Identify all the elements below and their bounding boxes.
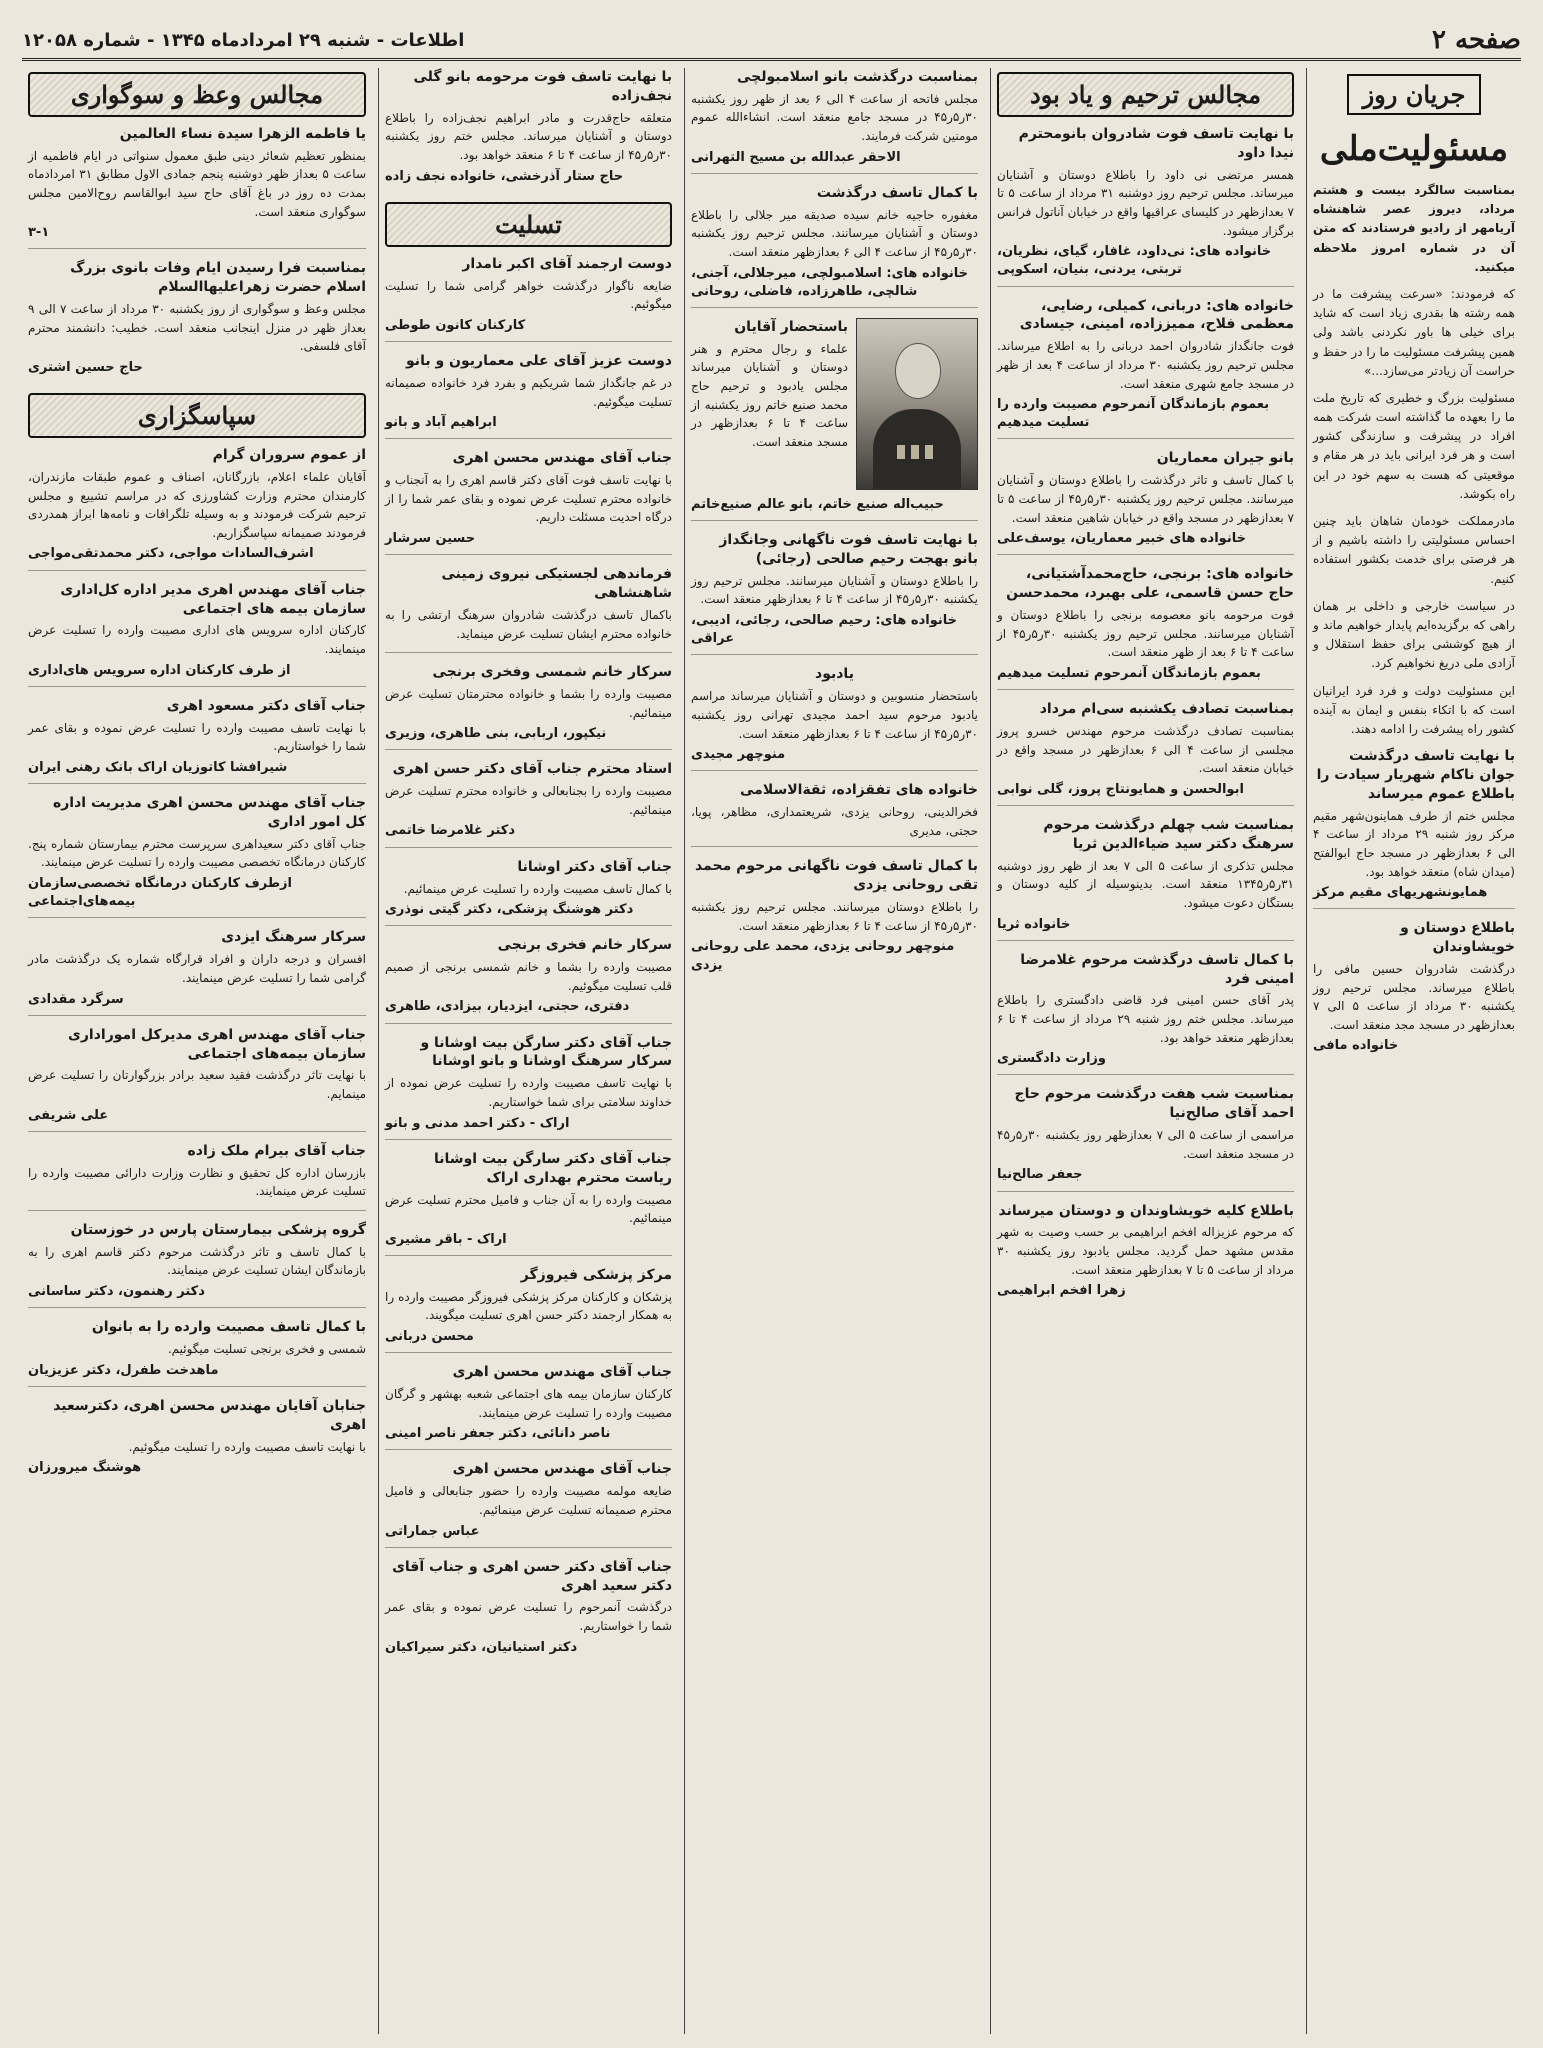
notice-item bbox=[385, 565, 672, 653]
notice-body: مصیبت وارده را بشما و خانواده محترمتان تسلیت عرض مینمائیم. bbox=[385, 687, 672, 720]
notice-body: پزشکان و کارکنان مرکز پزشکی فیروزگر مصیبت وارده را به همکار ارجمند دکتر حسن اهری تسلیت میگویند. bbox=[385, 1289, 672, 1323]
notice-heading: با نهایت تاسف فوت شادروان بانومحترم نیدا داود bbox=[1018, 126, 1294, 161]
notice-heading: جناب آقای دکتر سارگن بیت اوشانا ریاست محترم بهداری اراک bbox=[434, 1150, 672, 1186]
notice-item bbox=[691, 781, 978, 847]
notice-item bbox=[997, 449, 1294, 555]
notice-signature: سرگرد مقدادی bbox=[28, 991, 124, 1007]
notice-body: با کمال تاسف و تاثر درگذشت را باطلاع دوستان و آشنایان میرسانند. مجلس ترحیم روز یکشنبه ۳۰ر۵ر۴۵ از ساعت ۵ تا ۷ بعدازظهر در مسجد واقع در خیابان شاهین منعقد است. bbox=[997, 473, 1294, 525]
notice-signature: خانواده ثریا bbox=[997, 916, 1071, 932]
notice-list bbox=[385, 68, 672, 192]
notice-body: فوت مرحومه بانو معصومه برنجی را باطلاع دوستان و آشنایان میرسانند. مجلس ترحیم روز یکشنبه ۳۰ر۵ر۴۵ از ساعت ۴ تا ۶ بعد از ظهر منعقد است. bbox=[997, 608, 1294, 660]
notice-signature: از طرف کارکنان اداره سرویس های‌اداری bbox=[28, 662, 291, 678]
notice-heading: جناب آقای مهندس اهری مدیرکل اموراداری سازمان بیمه‌های اجتماعی bbox=[68, 1026, 366, 1062]
notice-heading: گروه پزشکی بیمارستان پارس در خوزستان bbox=[70, 1221, 366, 1238]
editorial-paragraph: در سیاست خارجی و داخلی بر همان راهی که برگزیده‌ایم پایدار خواهیم ماند و از هیچ کوششی برای حفظ استقلال و آزادی ملی دریغ نخواهیم کرد. bbox=[1313, 598, 1515, 671]
notice-heading: دوست عزیز آقای علی معماریون و بانو bbox=[406, 353, 672, 370]
notice-heading: باستحضار آقایان bbox=[734, 318, 848, 335]
notice-heading: خانواده های تفقزاده، ثقة‌الاسلامی bbox=[739, 782, 978, 799]
notice-signature: اراک - دکتر احمد مدنی و بانو bbox=[385, 1115, 570, 1131]
section-title-thanks: سپاسگزاری bbox=[28, 393, 366, 438]
medal-shape bbox=[925, 445, 933, 459]
notice-body: با نهایت تاسف مصیبت وارده را تسلیت میگوئیم. bbox=[128, 1439, 366, 1454]
notice-item bbox=[28, 446, 366, 570]
notice-body: را باطلاع دوستان و آشنایان میرسانند. مجلس ترحیم روز یکشنبه ۳۰ر۵ر۴۵ از ساعت ۴ تا ۶ بعدازظهر منعقد است. bbox=[691, 573, 978, 607]
notice-signature: همایونشهریهای مقیم مرکز bbox=[1313, 885, 1488, 901]
memorials-column bbox=[990, 68, 1300, 2034]
notice-item bbox=[997, 125, 1294, 287]
notice-heading: باطلاع کلیه خویشاوندان و دوستان میرساند bbox=[998, 1202, 1294, 1219]
notice-body: درگذشت شادروان حسین مافی را باطلاع میرساند. مجلس ترحیم روز یکشنبه ۳۰ مرداد از ساعت ۵ الی ۷ بعدازظهر در مسجد مجد منعقد است. bbox=[1313, 962, 1515, 1032]
notice-signature: محسن دربانی bbox=[385, 1328, 474, 1344]
condolence-list bbox=[385, 255, 672, 1663]
notice-body: آقایان علماء اعلام، بازرگانان، اصناف و عموم طبقات مازندران، کارمندان محترم وزارت کشاورزی که در مراسم تشییع و مجلس ترحیم شرکت فرمودند و به وسیله تلگرافات و نامه‌ها ابراز همدردی فرمودند صمیمانه سپاسگزاریم. bbox=[28, 470, 366, 540]
notice-heading: یادبود bbox=[815, 666, 854, 683]
notice-item bbox=[385, 663, 672, 750]
notice-body: مغفوره حاجیه خانم سیده صدیقه میر جلالی را باطلاع دوستان و آشنایان میرسانند. مجلس ترحیم روز یکشنبه ۳۰ر۵ر۴۵ از ساعت ۴ الی ۶ بعدازظهر منعقد است. bbox=[691, 207, 978, 259]
notice-body: جناب آقای دکتر سعیداهری سرپرست محترم بیمارستان شماره پنج. کارکنان درمانگاه تخصصی مصیبت وارده را تسلیت عرض مینمایند. bbox=[28, 836, 366, 870]
notice-item bbox=[385, 858, 672, 927]
notice-signature: دکتر هوشنگ پزشکی، دکتر گیتی نوذری bbox=[385, 902, 634, 918]
notice-signature: دکتر غلامرضا خاتمی bbox=[385, 823, 516, 839]
notice-body: با نهایت تاسف مصیبت وارده را تسلیت عرض نموده از خداوند سلامتی برای شما خواستاریم. bbox=[385, 1076, 672, 1109]
notice-signature: دکتر رهنمون، دکتر ساسانی bbox=[28, 1284, 205, 1299]
notice-item bbox=[691, 318, 978, 521]
notice-signature: بعموم بازماندگان آنمرحوم تسلیت میدهیم bbox=[997, 665, 1261, 681]
notice-item bbox=[691, 665, 978, 771]
notice-signature: منوچهر روحانی یزدی، محمد علی روحانی یزدی bbox=[691, 939, 955, 973]
notice-heading: با کمال تاسف درگذشت bbox=[816, 184, 978, 201]
notice-heading: با کمال تاسف مصیبت وارده را به بانوان bbox=[91, 1319, 366, 1336]
notice-heading: بانو جیران معماریان bbox=[1156, 450, 1294, 467]
editorial-paragraph: این مسئولیت دولت و فرد فرد ایرانیان است که با اتکاء بنفس و ایمان به آینده کشور راه پیشرفت را ادامه دهند. bbox=[1313, 683, 1515, 736]
notice-signature: هوشنگ میرورزان bbox=[28, 1460, 142, 1476]
page-number: صفحه ۲ bbox=[1432, 25, 1521, 55]
notice-body: مجلس فاتحه از ساعت ۴ الی ۶ بعد از ظهر روز یکشنبه ۳۰ر۵ر۴۵ در مسجد جامع منعقد است. انشاءالله عموم مومنین شرکت فرمایند. bbox=[691, 91, 979, 144]
notice-list bbox=[1313, 747, 1515, 1062]
notice-heading: با نهایت تاسف فوت مرحومه بانو گلی نجف‌زاده bbox=[413, 69, 672, 104]
condolences-column bbox=[378, 68, 678, 2034]
notice-heading: با نهایت تاسف درگذشت جوان ناکام شهریار سیادت را باطلاع عموم میرساند bbox=[1316, 748, 1515, 802]
editorial-paragraph: مادرمملکت خودمان شاهان باید چنین احساس مسئولیتی را داشته باشیم و از هر فرصتی برای خدمت بکشور استفاده کنیم. bbox=[1313, 514, 1515, 586]
notice-body: با نهایت تاثر درگذشت فقید سعید برادر بزرگوارتان را تسلیت عرض مینمایم. bbox=[28, 1068, 366, 1102]
notice-heading: جناب آقای مهندس محسن اهری bbox=[452, 450, 672, 467]
notice-body: علماء و رجال محترم و هنر دوستان و آشنایان میرساند مجلس یادبود و ترحیم حاج محمد صنیع خاتم روز یکشنبه از ساعت ۴ تا ۶ بعدازظهر در مسجد منعقد است. bbox=[691, 341, 848, 449]
notice-heading: جناب آقای مهندس محسن اهری bbox=[452, 1364, 672, 1381]
notice-item bbox=[997, 565, 1294, 690]
notice-heading: جناب آقای دکتر اوشانا bbox=[517, 858, 672, 875]
notice-signature: ابراهیم آباد و بانو bbox=[385, 415, 497, 431]
notice-signature: کارکنان کانون طوطی bbox=[385, 317, 526, 333]
notice-body: مصیبت وارده را به آن جناب و فامیل محترم تسلیت عرض مینمائیم. bbox=[385, 1192, 672, 1226]
medal-shape bbox=[897, 445, 905, 459]
notice-item bbox=[385, 449, 672, 555]
editorial-column bbox=[1306, 68, 1521, 2034]
notice-body: ضایعه مولمه مصیبت وارده را حضور جنابعالی و فامیل محترم صمیمانه تسلیت عرض مینمائیم. bbox=[385, 1484, 672, 1517]
notice-item bbox=[28, 259, 366, 383]
notice-signature: جعفر صالح‌نیا bbox=[997, 1167, 1083, 1183]
notice-item bbox=[28, 1318, 366, 1387]
notice-heading: با نهایت تاسف فوت ناگهانی وجانگداز بانو بهجت رحیم صالحی (رجائی) bbox=[719, 532, 978, 567]
notice-item bbox=[997, 816, 1294, 941]
notice-signature: حبیب‌اله صنیع خاتم، بانو عالم صنیع‌خاتم bbox=[691, 496, 944, 512]
notice-signature: بعموم بازماندگان آنمرحوم مصیبت وارده را تسلیت میدهیم bbox=[997, 397, 1270, 431]
notice-signature: ابوالحسن و همایونتاج پروز، گلی نوابی bbox=[997, 781, 1244, 797]
notice-body: که مرحوم عزیزاله افخم ابراهیمی بر حسب وصیت به شهر مقدس مشهد حمل گردید. مجلس یادبود روز یکشنبه ۳۰ مرداد از ساعت ۵ تا ۷ بعدازظهر منعقد است. bbox=[997, 1225, 1294, 1277]
notice-heading: باطلاع دوستان و خویشاوندان bbox=[1400, 920, 1515, 956]
notice-item bbox=[385, 1266, 672, 1353]
notice-body: پدر آقای حسن امینی فرد قاضی دادگستری را باطلاع میرساند. مجلس ختم روز شنبه ۲۹ مرداد از ساعت ۴ تا ۶ بعدازظهر منعقد خواهد بود. bbox=[997, 993, 1294, 1045]
notice-body: با کمال تاسف مصیبت وارده را تسلیت عرض مینمائیم. bbox=[403, 881, 672, 896]
notice-heading: جناب آقای دکتر مسعود اهری bbox=[166, 697, 366, 714]
notice-item bbox=[385, 1034, 672, 1140]
notice-list bbox=[691, 68, 978, 981]
notice-item bbox=[997, 297, 1294, 440]
notice-body: مراسمی از ساعت ۵ الی ۷ بعدازظهر روز یکشنبه ۳۰ر۵ر۴۵ در مسجد منعقد است. bbox=[997, 1128, 1294, 1161]
notice-heading: با کمال تاسف فوت ناگهانی مرحوم محمد تقی روحانی یزدی bbox=[695, 858, 978, 894]
notice-heading: از عموم سروران گرام bbox=[212, 447, 366, 464]
notice-body: با نهایت تاسف فوت آقای دکتر قاسم اهری را به آنجناب و خانواده محترم تسلیت عرض نموده و بقای عمر شما را از درگاه احدیت مسئلت داریم. bbox=[385, 473, 672, 525]
notice-body: باکمال تاسف درگذشت شادروان سرهنگ ارتشی را به خانواده محترم ایشان تسلیت عرض مینماید. bbox=[385, 607, 672, 641]
notice-item bbox=[691, 68, 978, 174]
notice-item bbox=[28, 1142, 366, 1211]
notice-heading: بمناسبت شب هفت درگذشت مرحوم حاج احمد آقای صالح‌نیا bbox=[1014, 1086, 1294, 1122]
notice-heading: استاد محترم جناب آقای دکتر حسن اهری bbox=[392, 761, 672, 778]
notice-body: ضایعه ناگوار درگذشت خواهر گرامی شما را تسلیت میگوئیم. bbox=[385, 278, 672, 312]
notice-body: شمسی و فخری برنجی تسلیت میگوئیم. bbox=[167, 1342, 366, 1357]
notice-body: مجلس تذکری از ساعت ۵ الی ۷ بعد از ظهر روز دوشنبه ۳۱ر۵ر۱۳۴۵ منعقد است. بدینوسیله از کلیه دوستان و بستگان دعوت میشود. bbox=[997, 858, 1294, 910]
notice-item bbox=[385, 1363, 672, 1450]
notice-signature: دکتر استیانیان، دکتر سیراکیان bbox=[385, 1639, 578, 1655]
notice-heading: سرکار خانم فخری برنجی bbox=[497, 937, 672, 954]
notice-heading: سرکار سرهنگ ایزدی bbox=[221, 929, 366, 946]
notice-heading: جناب آقای دکتر حسن اهری و جناب آقای دکتر سعید اهری bbox=[392, 1558, 672, 1594]
notice-item bbox=[997, 1085, 1294, 1191]
notice-body: مصیبت وارده را بجنابعالی و خانواده محترم تسلیت عرض مینمائیم. bbox=[385, 784, 672, 817]
notice-heading: دوست ارجمند آقای اکبر نامدار bbox=[462, 255, 672, 272]
notice-body: مصیبت وارده را بشما و خانم شمسی برنجی از صمیم قلب تسلیت میگوئیم. bbox=[385, 960, 672, 993]
editorial-paragraph: مسئولیت بزرگ و خطیری که تاریخ ملت ما را بعهده ما گذاشته است شرکت همه افراد در پیشرفت و سازندگی کشور است و هر فرد ایرانی باید در هر مقام و موقعیتی که هست به سهم خود در این راه بکوشد. bbox=[1313, 390, 1515, 501]
notice-signature: زهرا افخم ابراهیمی bbox=[997, 1283, 1126, 1299]
notice-body: کارکنان اداره سرویس های اداری مصیبت وارده را تسلیت عرض مینمایند. bbox=[28, 623, 366, 657]
notice-body: همسر مرتضی نی داود را باطلاع دوستان و آشنایان میرساند. مجلس ترحیم روز دوشنبه ۳۱ مرداد از ساعت ۵ تا ۷ بعدازظهر در کلیسای عراقیها واقع در خیابان آناتول فرانس برگزار میشود. bbox=[997, 167, 1294, 238]
notice-item bbox=[997, 951, 1294, 1076]
notice-signature: خانواده مافی bbox=[1313, 1038, 1399, 1054]
notice-heading: بمناسبت شب چهلم درگذشت مرحوم سرهنگ دکتر سید ضیاءالدین ثریا bbox=[1043, 816, 1294, 852]
notice-signature: ۳-۱ bbox=[28, 225, 50, 241]
notice-heading: بمناسبت تصادف یکشنبه سی‌ام مرداد bbox=[1039, 701, 1294, 718]
notice-body: با کمال تاسف و تاثر درگذشت مرحوم دکتر قاسم اهری را به بازماندگان ایشان تسلیت عرض مینمایند. bbox=[28, 1244, 366, 1278]
notice-body: درگذشت آنمرحوم را تسلیت عرض نموده و بقای عمر شما را خواستاریم. bbox=[385, 1600, 672, 1634]
notice-item bbox=[28, 697, 366, 784]
notice-item bbox=[28, 581, 366, 687]
notice-body: بمناسبت تصادف درگذشت مرحوم مهندس خسرو پروز مجلسی از ساعت ۴ الی ۶ بعدازظهر در مسجد واقع در خیابان منعقد است. bbox=[997, 723, 1294, 776]
editorial-paragraph: بمناسبت سالگرد بیست و هشتم مرداد، دیروز عصر شاهنشاه آریامهر از رادیو فرستادند که متن آن در شماره امروز ملاحظه میکنید. bbox=[1313, 183, 1515, 274]
notice-signature: اشرف‌السادات مواجی، دکتر محمدتقی‌مواجی bbox=[28, 546, 314, 562]
notice-item bbox=[691, 531, 978, 655]
notice-body: کارکنان سازمان بیمه های اجتماعی شعبه بهشهر و گرگان مصیبت وارده را تسلیت عرض مینمایند. bbox=[385, 1387, 672, 1420]
notice-item bbox=[28, 1397, 366, 1484]
notice-heading: خانواده های: برنجی، حاج‌محمد‌آشتیانی، حاج حسن قاسمی، علی بهبرد، محمدحسن bbox=[1006, 566, 1294, 602]
notice-item bbox=[28, 794, 366, 918]
notice-heading: خانواده های: دربانی، کمیلی، رضایی، معظمی فلاح، ممیززاده، امینی، جیسادی bbox=[1019, 297, 1294, 333]
notice-signature: ماهدخت طفرل، دکتر عزیزیان bbox=[28, 1362, 219, 1378]
notice-heading: سرکار خانم شمسی وفخری برنجی bbox=[432, 664, 672, 681]
notice-signature: الاحقر عبدالله بن مسیح التهرانی bbox=[691, 149, 901, 165]
notice-heading: فرماندهی لجستیکی نیروی زمینی شاهنشاهی bbox=[441, 566, 672, 602]
notice-signature: حاج ستار آذرخشی، خانواده نجف زاده bbox=[385, 168, 624, 184]
section-title-condolences: تسلیت bbox=[385, 202, 672, 247]
editorial-headline: مسئولیت‌ملی bbox=[1319, 129, 1509, 169]
notice-item bbox=[997, 1202, 1294, 1307]
notice-item bbox=[28, 1026, 366, 1132]
notice-heading: بمناسبت درگذشت بانو اسلامبولچی bbox=[736, 69, 978, 85]
notice-signature: شیرافشا کاتوزیان اراک بانک رهنی ایران bbox=[28, 759, 288, 775]
notice-heading: جناب آقای بیرام ملک زاده bbox=[187, 1142, 366, 1159]
notice-item bbox=[385, 760, 672, 847]
notice-body: متعلقه حاج‌قدرت و مادر ابراهیم نجف‌زاده را باطلاع دوستان و آشنایان میرساند. مجلس ختم روز یکشنبه ۳۰ر۵ر۴۵ از ساعت ۴ تا ۶ منعقد خواهد بود. bbox=[385, 110, 672, 162]
notice-heading: جنابان آقایان مهندس محسن اهری، دکترسعید اهری bbox=[53, 1397, 366, 1433]
medal-shape bbox=[911, 445, 919, 459]
notice-item bbox=[1313, 747, 1515, 909]
notice-signature: نیکپور، اربابی، بنی طاهری، وزیری bbox=[385, 726, 607, 742]
notice-signature: ازطرف کارکنان درمانگاه تخصصی‌سازمان بیمه‌های‌اجتماعی bbox=[28, 876, 292, 910]
notice-body: باستحضار منسوبین و دوستان و آشنایان میرساند مراسم یادبود مرحوم سید احمد مجیدی تهرانی روز یکشنبه ۳۰ر۵ر۴۵ از ساعت ۴ تا ۶ بعدازظهر منعقد است. bbox=[691, 689, 978, 741]
notice-item bbox=[385, 936, 672, 1023]
notice-body: را باطلاع دوستان میرسانند. مجلس ترحیم روز یکشنبه ۳۰ر۵ر۴۵ از ساعت ۴ تا ۶ بعدازظهر منعقد است. bbox=[691, 900, 978, 933]
notice-signature: خانواده های خبیر معماریان، یوسف‌علی bbox=[997, 531, 1246, 547]
notice-heading: جناب آقای دکتر سارگن بیت اوشانا و سرکار سرهنگ اوشانا و بانو اوشانا bbox=[420, 1034, 672, 1070]
notice-item bbox=[997, 700, 1294, 806]
notice-heading: با کمال تاسف درگذشت مرحوم غلامرضا امینی فرد bbox=[1020, 951, 1294, 987]
notice-item bbox=[385, 1150, 672, 1256]
notice-item bbox=[691, 857, 978, 980]
notice-body: مجلس ختم از طرف هماینون‌شهر مقیم مرکز روز شنبه ۲۹ مرداد از ساعت ۴ الی ۶ بعدازظهر در مسجد حاج ابوالفتح (میدان شاه) منعقد خواهد بود. bbox=[1313, 808, 1515, 879]
notice-signature: منوچهر مجیدی bbox=[691, 747, 786, 763]
issue-info: اطلاعات - شنبه ۲۹ امردادماه ۱۳۴۵ - شماره ۱۲۰۵۸ bbox=[22, 29, 465, 51]
portrait-photo bbox=[856, 318, 978, 490]
editorial-paragraph: که فرمودند: «سرعت پیشرفت ما در همه رشته ها بقدری زیاد است که شاید برای خیلی ها باور نکردنی باشد ولی همین پیشرفت مسئولیت ما را در حفظ و حراست آن زیادتر می‌سازد...» bbox=[1313, 286, 1515, 378]
notice-body: فوت جانگداز شادروان احمد دربانی را به اطلاع میرساند. مجلس ترحیم روز یکشنبه ۳۰ مرداد از ساعت ۴ بعد از ظهر در مسجد جامع شهری منعقد است. bbox=[997, 339, 1295, 391]
notice-signature: ناصر دانائی، دکتر جعفر ناصر امینی bbox=[385, 1426, 611, 1442]
page-header bbox=[22, 22, 1521, 61]
notice-signature: حاج حسین اشتری bbox=[28, 360, 143, 376]
notice-signature: اراک - باقر مشیری bbox=[385, 1231, 507, 1247]
notice-body: فخرالدینی، روحانی یزدی، شریعتمداری، مظاهر، پویا، حجتی، مدیری bbox=[691, 805, 978, 838]
section-title-memorials: مجالس ترحیم و یاد بود bbox=[997, 72, 1294, 117]
notice-item bbox=[385, 68, 672, 192]
notice-list bbox=[997, 125, 1294, 1306]
notice-heading: جناب آقای مهندس محسن اهری bbox=[452, 1461, 672, 1478]
notice-body: در غم جانگداز شما شریکیم و بفرد فرد خانواده صمیمانه تسلیت میگوئیم. bbox=[385, 375, 672, 409]
editorial-body bbox=[1313, 181, 1515, 739]
notice-heading: جناب آقای مهندس اهری مدیر اداره کل‌اداری سازمان بیمه های اجتماعی bbox=[60, 581, 366, 617]
sermon-list bbox=[28, 125, 366, 383]
notice-heading: جناب آقای مهندس محسن اهری مدیریت اداره کل امور اداری bbox=[52, 795, 366, 830]
portrait-head-shape bbox=[895, 343, 941, 399]
notice-item bbox=[691, 184, 978, 308]
notice-body: با نهایت تاسف مصیبت وارده را تسلیت عرض نموده و بقای عمر شما را خواستاریم. bbox=[28, 720, 366, 754]
notice-body: افسران و درجه داران و افراد قرارگاه شماره یک درگذشت مادر گرامی شما را تسلیت عرض مینمایند. bbox=[28, 952, 366, 985]
thanks-list bbox=[28, 446, 366, 1483]
notice-signature: خانواده های: اسلامبولچی، میرجلالی، آجنی، شالچی، طاهرزاده، فاضلی، روحانی bbox=[691, 265, 969, 299]
notice-signature: حسین سرشار bbox=[385, 530, 476, 546]
column-title: جریان روز bbox=[1347, 74, 1482, 115]
notice-item bbox=[28, 928, 366, 1015]
notice-heading: بمناسبت فرا رسیدن ایام وفات بانوی بزرگ اسلام حضرت زهراعلیهاالسلام bbox=[70, 260, 366, 296]
sermons-thanks-column bbox=[22, 68, 372, 2034]
notice-item bbox=[385, 1558, 672, 1663]
notice-signature: دفتری، حجتی، ایزدیار، بیزادی، طاهری bbox=[385, 999, 630, 1015]
section-title-sermons: مجالس وعظ و سوگواری bbox=[28, 72, 366, 117]
notice-item bbox=[385, 255, 672, 342]
notice-heading: مرکز پزشکی فیروزگر bbox=[520, 1266, 672, 1283]
notice-signature: خانواده های: رحیم صالحی، رجائی، ادیبی، عراقی bbox=[691, 613, 957, 647]
notice-body: مجلس وعظ و سوگواری از روز یکشنبه ۳۰ مرداد از ساعت ۷ الی ۹ بعداز ظهر در منزل اینجانب منعقد است. خطیب: دانشمند محترم آقای فلسفی. bbox=[28, 302, 366, 354]
notice-body: بمنظور تعظیم شعائر دینی طبق معمول سنواتی در ایام فاطمیه از ساعت ۵ بعداز ظهر دوشنبه پنجم جمادی الاول مطابق ۳۱ امردادماه بمدت ده روز در باغ آقای حاج سید ابوالقاسم روح‌الامین مجلس سوگواری منعقد است. bbox=[28, 148, 366, 219]
notice-item bbox=[28, 1221, 366, 1308]
notice-item bbox=[1313, 919, 1515, 1061]
notice-item bbox=[385, 1460, 672, 1547]
notice-item bbox=[28, 125, 366, 249]
memorials-column-2 bbox=[684, 68, 984, 2034]
notice-signature: خانواده های: نی‌داود، غافار، گیای، نظریان، تربتی، یردنی، بنیان، اسکوپی bbox=[997, 244, 1272, 278]
notice-signature: وزارت دادگستری bbox=[997, 1051, 1106, 1067]
notice-body: بازرسان اداره کل تحقیق و نظارت وزارت دارائی مصیبت وارده را تسلیت عرض مینمایند. bbox=[28, 1165, 366, 1199]
notice-heading: یا فاطمه الزهرا سیدة نساء العالمین bbox=[119, 126, 366, 142]
notice-item bbox=[385, 352, 672, 439]
notice-signature: علی شریفی bbox=[28, 1107, 109, 1123]
notice-signature: عباس جماراتی bbox=[385, 1523, 480, 1539]
